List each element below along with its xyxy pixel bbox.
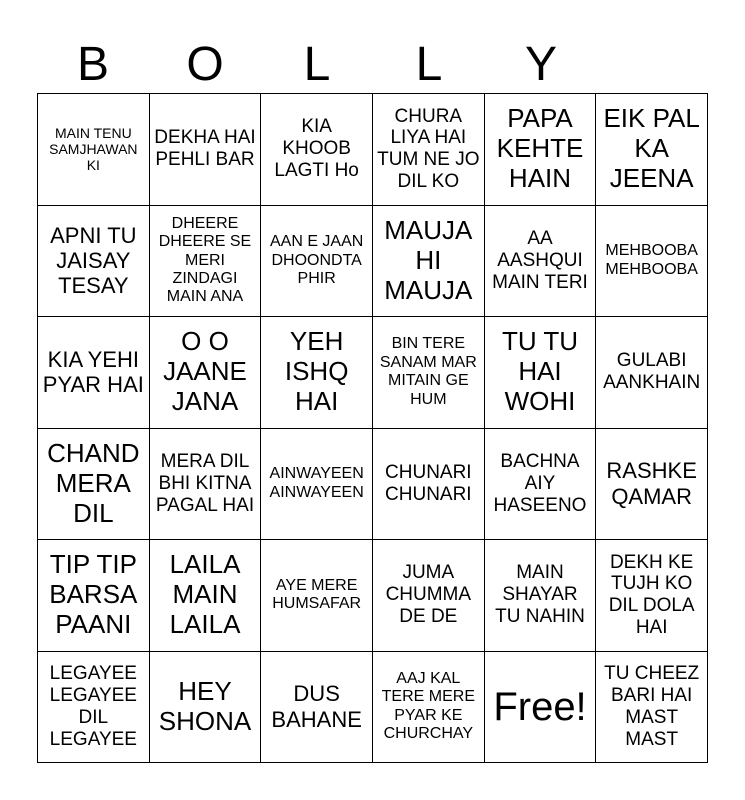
cell-text: AINWAYEEN AINWAYEEN xyxy=(269,465,364,501)
bingo-cell[interactable] xyxy=(261,540,373,652)
header-letter-o: O xyxy=(186,38,224,91)
bingo-cell[interactable] xyxy=(596,94,708,206)
bingo-cell[interactable] xyxy=(596,206,708,318)
bingo-cell[interactable] xyxy=(373,94,485,206)
bingo-cell[interactable] xyxy=(485,429,597,541)
bingo-cell[interactable] xyxy=(485,94,597,206)
cell-text: AAN E JAAN DHOONDTA PHIR xyxy=(269,233,364,287)
cell-text: APNI TU JAISAY TESAY xyxy=(50,222,137,299)
bingo-cell[interactable] xyxy=(373,317,485,429)
cell-text: KIA YEHI PYAR HAI xyxy=(42,346,144,398)
cell-text: BACHNA AIY HASEENO xyxy=(493,450,587,516)
bingo-cell[interactable] xyxy=(150,206,262,318)
cell-text: HEY SHONA xyxy=(158,675,252,736)
cell-text: TU TU HAI WOHI xyxy=(501,326,579,417)
cell-text: EIK PAL KA JEENA xyxy=(603,103,700,194)
cell-text: TU CHEEZ BARI HAI MAST MAST xyxy=(604,663,700,750)
bingo-cell[interactable] xyxy=(373,652,485,764)
bingo-cell[interactable] xyxy=(38,429,150,541)
header-letter-b: B xyxy=(76,38,109,91)
cell-text: DEKH KE TUJH KO DIL DOLA HAI xyxy=(608,551,695,639)
bingo-cell[interactable] xyxy=(596,317,708,429)
bingo-cell[interactable] xyxy=(150,652,262,764)
cell-text: MAIN TENU SAMJHAWAN KI xyxy=(49,125,138,174)
cell-text: JUMA CHUMMA DE DE xyxy=(385,562,472,628)
bingo-grid xyxy=(37,93,708,763)
bingo-cell[interactable] xyxy=(261,429,373,541)
cell-text: CHURA LIYA HAI TUM NE JO DIL KO xyxy=(377,105,480,193)
bingo-cell[interactable] xyxy=(596,652,708,764)
bingo-cell[interactable] xyxy=(485,317,597,429)
bingo-cell[interactable] xyxy=(150,429,262,541)
cell-text: DEKHA HAI PEHLI BAR xyxy=(154,127,256,171)
bingo-cell[interactable] xyxy=(596,429,708,541)
cell-text: O O JAANE JANA xyxy=(163,326,247,417)
bingo-cell[interactable] xyxy=(38,652,150,764)
cell-text: AYE MERE HUMSAFAR xyxy=(272,576,362,613)
header-letter-l: L xyxy=(303,38,331,91)
bingo-cell[interactable] xyxy=(150,317,262,429)
bingo-cell[interactable] xyxy=(261,317,373,429)
cell-text: KIA KHOOB LAGTI Ho xyxy=(274,116,359,182)
cell-text: MERA DIL BHI KITNA PAGAL HAI xyxy=(155,450,255,516)
cell-text: CHUNARI CHUNARI xyxy=(385,461,472,505)
bingo-cell[interactable] xyxy=(373,540,485,652)
bingo-cell[interactable] xyxy=(485,206,597,318)
free-space-cell[interactable] xyxy=(485,652,597,764)
bingo-cell[interactable] xyxy=(373,206,485,318)
cell-text: DHEERE DHEERE SE MERI ZINDAGI MAIN ANA xyxy=(158,214,252,306)
bingo-cell[interactable] xyxy=(38,540,150,652)
bingo-cell[interactable] xyxy=(150,540,262,652)
cell-text: DUS BAHANE xyxy=(271,681,362,732)
bingo-cell[interactable] xyxy=(38,317,150,429)
bingo-cell[interactable] xyxy=(261,94,373,206)
bingo-cell[interactable] xyxy=(38,206,150,318)
cell-text: MEHBOOBA MEHBOOBA xyxy=(605,242,698,278)
free-space-text: Free! xyxy=(493,684,587,729)
cell-text: LEGAYEE LEGAYEE DIL LEGAYEE xyxy=(49,663,137,750)
cell-text: TIP TIP BARSA PAANI xyxy=(49,549,138,640)
cell-text: BIN TERE SANAM MAR MITAIN GE HUM xyxy=(379,335,477,408)
bingo-cell[interactable] xyxy=(261,652,373,764)
bingo-cell[interactable] xyxy=(261,206,373,318)
bingo-cell[interactable] xyxy=(596,540,708,652)
bingo-cell[interactable] xyxy=(38,94,150,206)
cell-text: PAPA KEHTE HAIN xyxy=(496,103,584,194)
cell-text: MAUJA HI MAUJA xyxy=(384,214,473,305)
cell-text: GULABI AANKHAIN xyxy=(603,350,701,394)
bingo-cell[interactable] xyxy=(150,94,262,206)
cell-text: AA AASHQUI MAIN TERI xyxy=(492,227,588,293)
cell-text: YEH ISHQ HAI xyxy=(284,326,349,417)
cell-text: CHAND MERA DIL xyxy=(47,437,140,528)
bingo-header xyxy=(37,36,708,94)
cell-text: MAIN SHAYAR TU NAHIN xyxy=(495,562,585,628)
cell-text: LAILA MAIN LAILA xyxy=(169,549,241,640)
header-letter-y: Y xyxy=(524,38,557,91)
cell-text: AAJ KAL TERE MERE PYAR KE CHURCHAY xyxy=(381,669,475,743)
cell-text: RASHKE QAMAR xyxy=(606,458,697,509)
bingo-cell[interactable] xyxy=(373,429,485,541)
bingo-cell[interactable] xyxy=(485,540,597,652)
header-letter-l-2: L xyxy=(415,38,443,91)
